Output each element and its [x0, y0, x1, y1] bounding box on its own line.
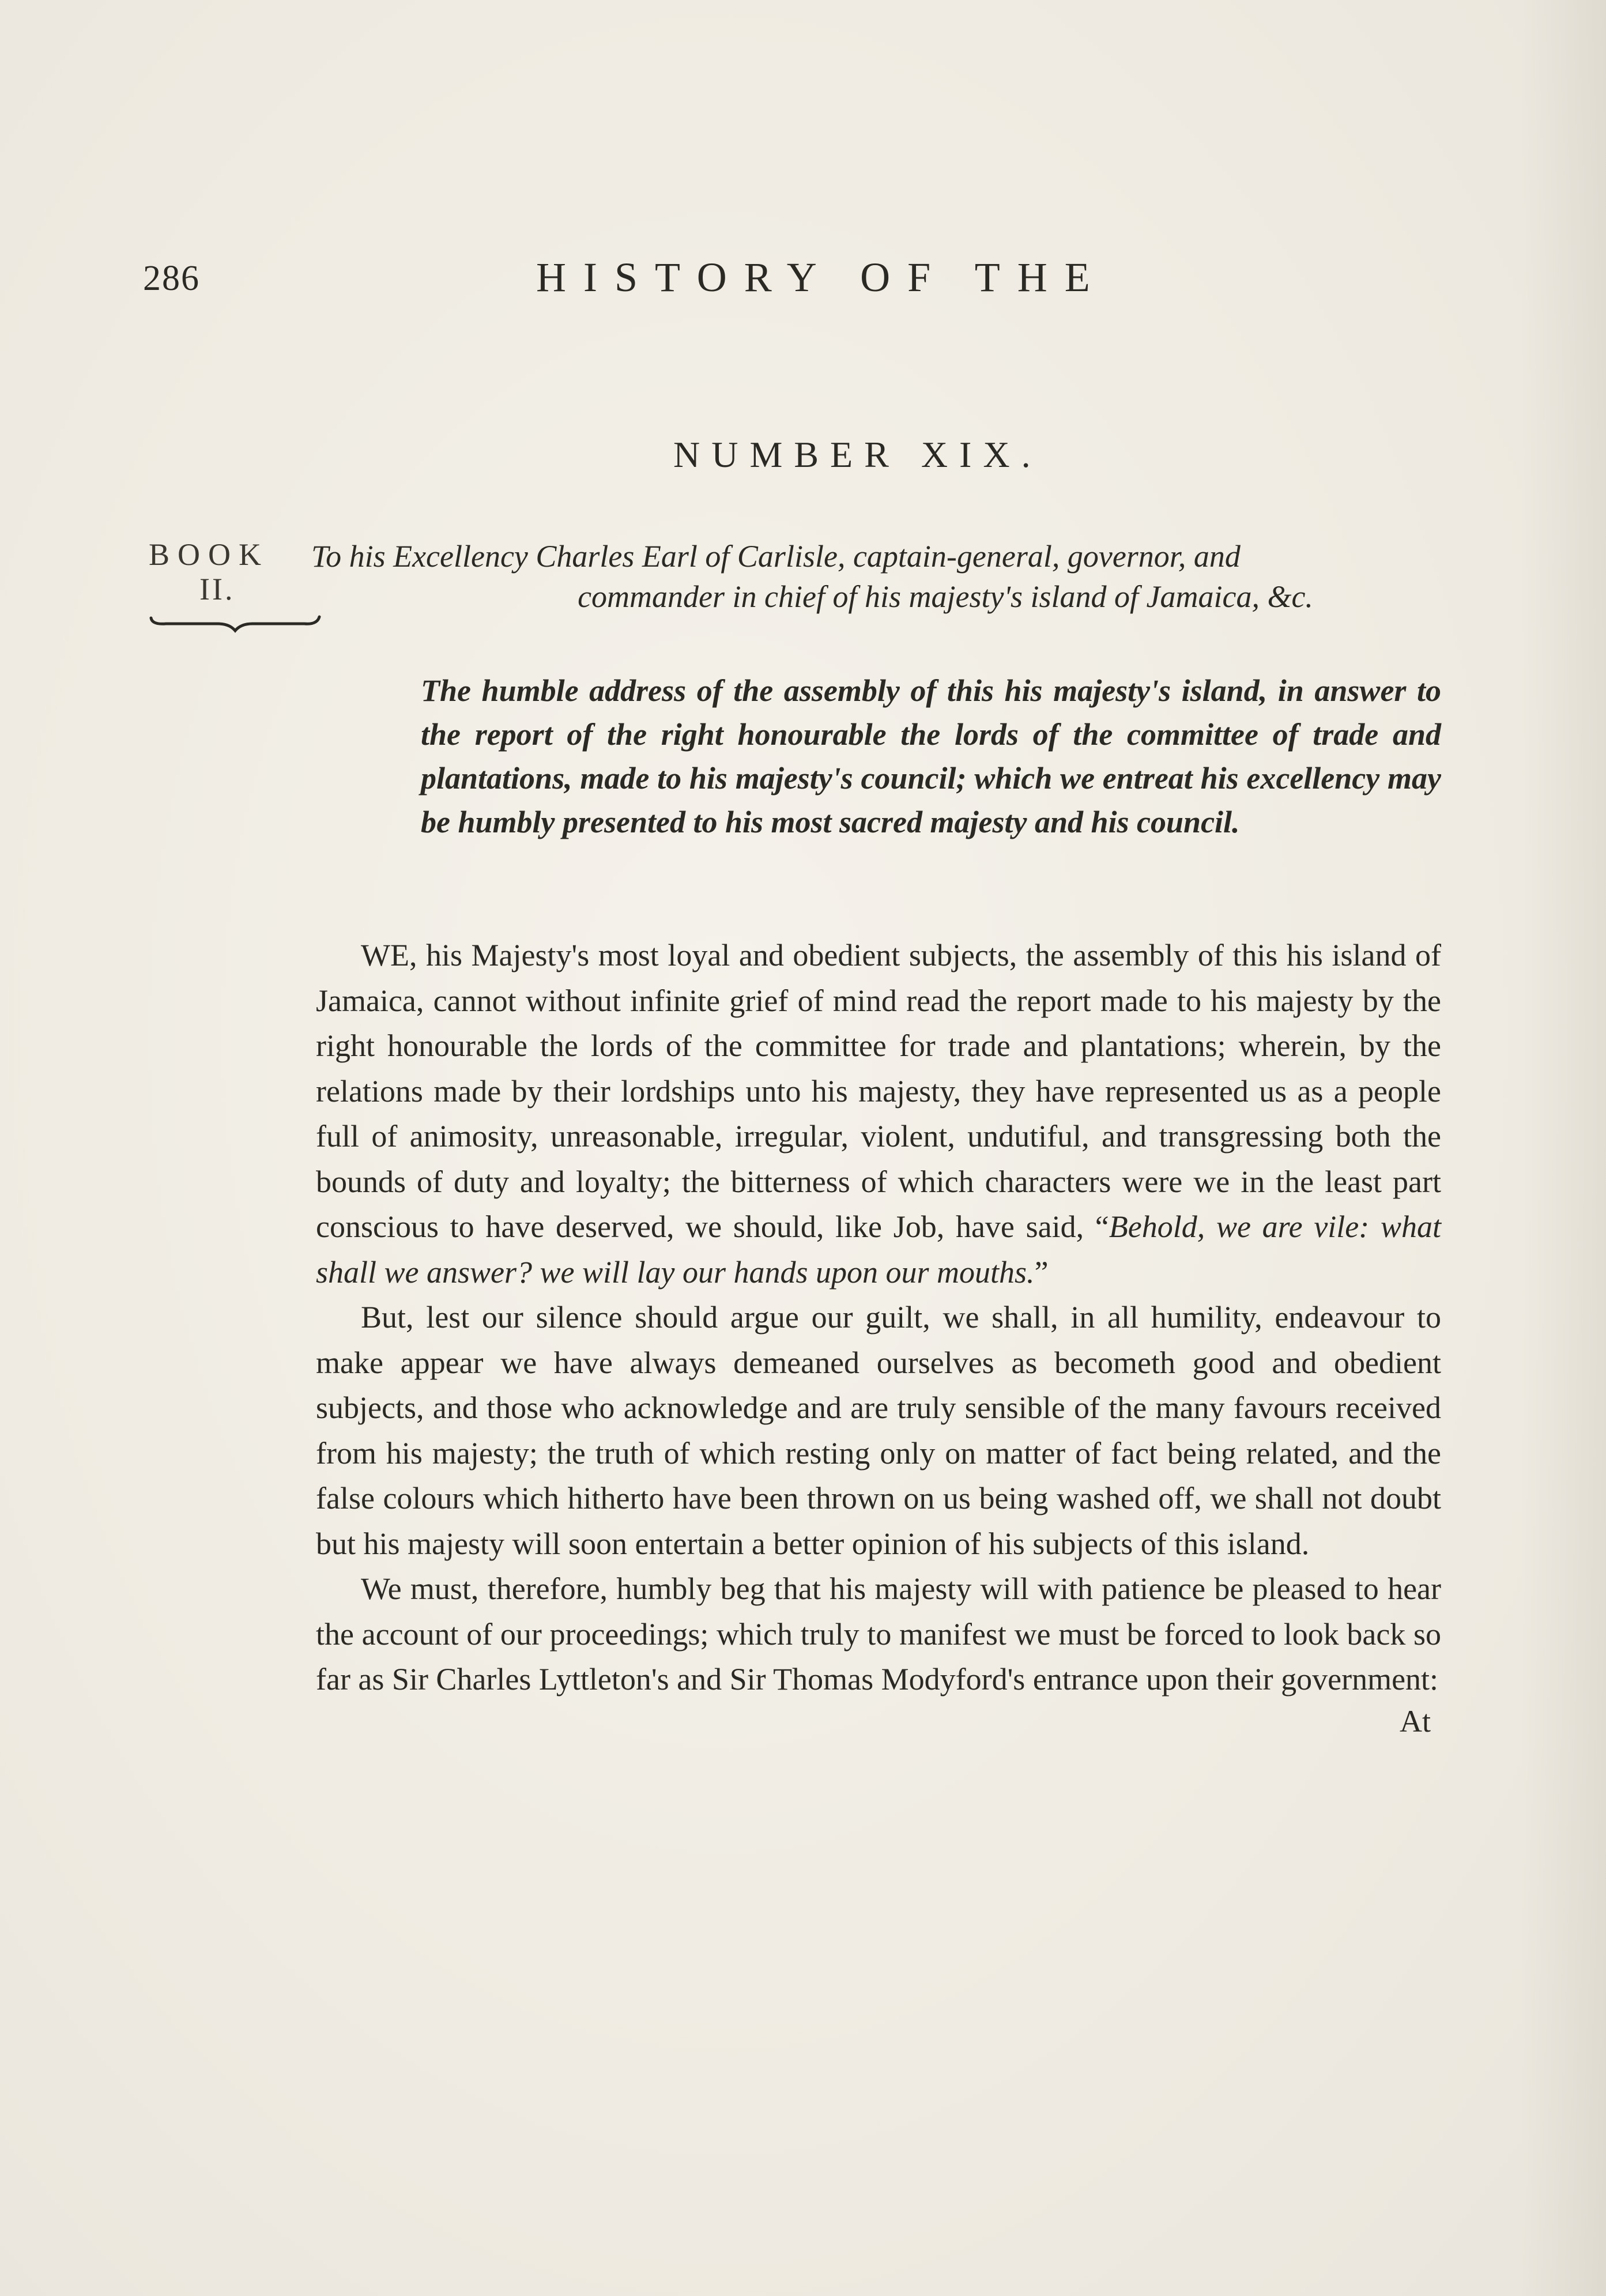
brace-ornament-icon	[149, 610, 322, 633]
book-number: II.	[199, 572, 235, 606]
address-line-1: To his Excellency Charles Earl of Carlisle, captain-general, governor, and	[311, 539, 1241, 574]
body-text	[316, 933, 1441, 1702]
page-number: 286	[143, 259, 200, 298]
subtitle-text: The humble address of the assembly of this his majesty's island, in answer to the report of the right honourable the lords of the committee of trade and plantations, made to his majesty's council; which we entreat his excellency may be humbly presented to his most sacred majesty and his council.	[421, 673, 1441, 839]
section-title: NUMBER XIX.	[673, 434, 1042, 475]
address-line-2: commander in chief of his majesty's island of Jamaica, &c.	[578, 579, 1313, 614]
paragraph-1	[316, 933, 1441, 1295]
catchword: At	[1400, 1704, 1431, 1739]
scripture-quote: Behold, we are vile: what shall we answer? we will lay our hands upon our mouths.	[316, 1209, 1441, 1290]
quote-close: ”	[1034, 1254, 1049, 1290]
address-heading	[311, 536, 1441, 617]
book-label: BOOK	[149, 537, 270, 572]
paragraph-1-main: WE, his Majesty's most loyal and obedient subjects, the assembly of this his island of Jamaica, cannot without infinite grief of mind read the report made to his majesty by the right honourable the lords of the committee for trade and plantations; wherein, by the relations made by their lordships unto his majesty, they have represented us as a people full of animosity, unreasonable, irregular, violent, undutiful, and transgressing both the bounds of duty and loyalty; the bitterness of which characters were we in the least part conscious to have deserved, we should, like Job, have said, “	[316, 938, 1441, 1244]
paragraph-3: We must, therefore, humbly beg that his majesty will with patience be pleased to hear the account of our proceedings; which truly to manifest we must be forced to look back so far as Sir Charles Lyttleton's and Sir Thomas Modyford's entrance upon their government:	[316, 1571, 1441, 1696]
margin-note	[149, 537, 287, 633]
address-subtitle	[421, 669, 1441, 844]
paragraph-2: But, lest our silence should argue our guilt, we shall, in all humility, endeavour to make appear we have always demeaned ourselves as becometh good and obedient subjects, and those who acknowledge and are truly sensible of the many favours received from his majesty; the truth of which resting only on matter of fact being related, and the false colours which hitherto have been thrown on us being washed off, we shall not doubt but his majesty will soon entertain a better opinion of his subjects of this island.	[316, 1300, 1441, 1561]
running-head: HISTORY OF THE	[536, 254, 1107, 300]
